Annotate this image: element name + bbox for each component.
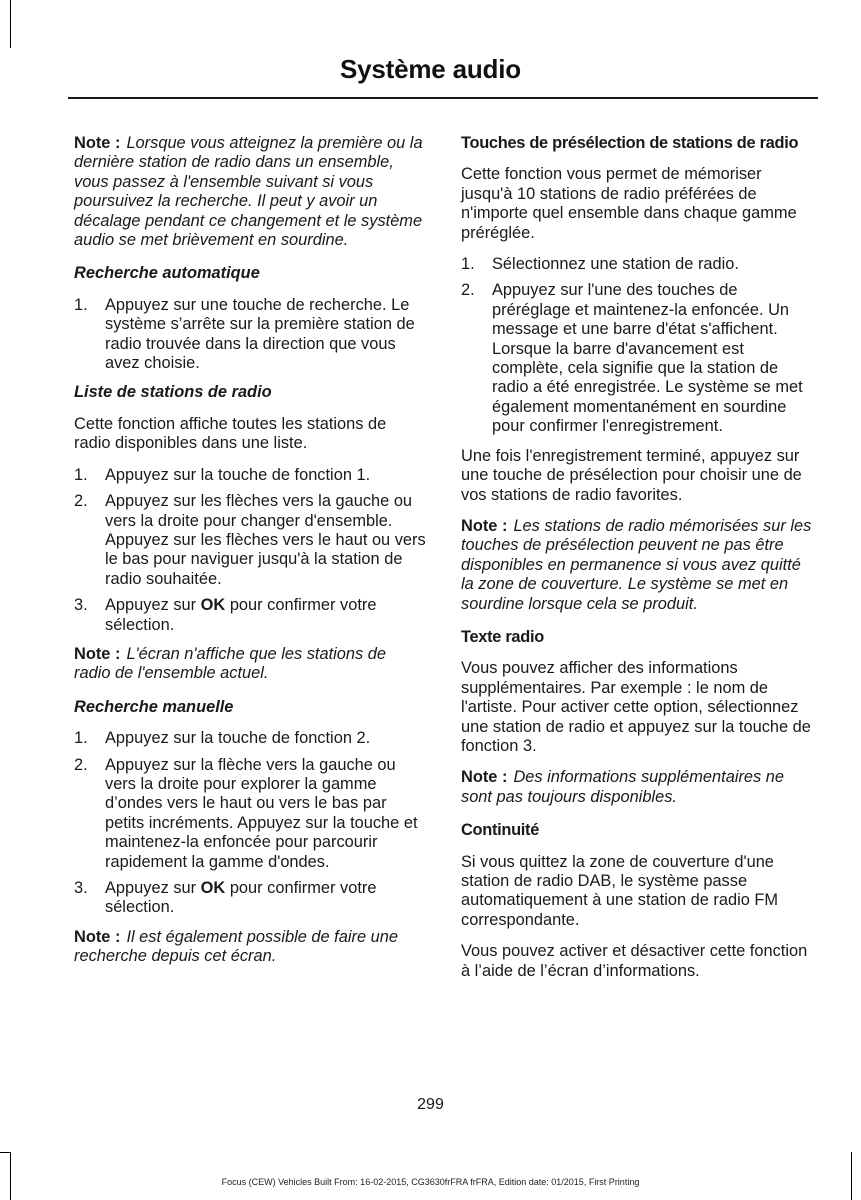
presets-after: Une fois l'enregistrement terminé, appuyez sur une touche de présélection pour choisir une de vos stations de radio favorites. bbox=[461, 446, 802, 504]
step-text: Appuyez sur les flèches vers la gauche ou vers la droite pour changer d'ensemble. Appuyez sur les flèches vers le haut ou vers le bas pour naviguer jusqu'à la station de radio souhaitée. bbox=[105, 492, 426, 588]
step-text: Appuyez sur une touche de recherche. Le système s’arrête sur la première station de radio trouvée dans la direction que vous avez choisie. bbox=[105, 295, 415, 373]
page-title: Système audio bbox=[340, 54, 521, 84]
presets-intro: Cette fonction vous permet de mémoriser jusqu'à 10 stations de radio préférées de n'importe quel ensemble dans chaque gamme préréglée. bbox=[461, 165, 797, 242]
crop-mark-bottom-left-h bbox=[0, 1152, 10, 1153]
step-number: 1. bbox=[74, 465, 88, 484]
list-item bbox=[74, 756, 426, 872]
list-item bbox=[74, 729, 426, 748]
list-steps bbox=[74, 466, 426, 635]
step-text-post: pour confirmer votre sélection. bbox=[105, 879, 377, 917]
page-number: 299 bbox=[417, 1096, 444, 1113]
continuity-p1: Si vous quittez la zone de couverture d'une station de radio DAB, le système passe automatiquement à une station de radio FM correspondante. bbox=[461, 852, 779, 929]
list-item bbox=[74, 492, 426, 589]
auto-search-steps bbox=[74, 296, 426, 374]
note-label: Note : bbox=[74, 644, 121, 663]
note-first-last-station bbox=[74, 134, 426, 250]
left-column bbox=[74, 134, 426, 981]
step-number: 1. bbox=[74, 729, 88, 748]
step-text-pre: Appuyez sur bbox=[105, 879, 201, 897]
step-number: 1. bbox=[461, 255, 475, 274]
note-label: Note : bbox=[461, 516, 508, 535]
footer: Focus (CEW) Vehicles Built From: 16-02-2015, CG3630frFRA frFRA, Edition date: 01/2015, First Printing bbox=[221, 1177, 640, 1187]
note-text: Des informations supplémentaires ne sont pas toujours disponibles. bbox=[461, 768, 785, 806]
heading-texte-radio: Texte radio bbox=[461, 627, 544, 646]
note-text: Il est également possible de faire une recherche depuis cet écran. bbox=[74, 927, 398, 966]
heading-recherche-automatique: Recherche automatique bbox=[74, 264, 260, 283]
crop-mark-bottom-left bbox=[10, 1152, 11, 1200]
ok-key-label: OK bbox=[200, 596, 226, 615]
crop-mark-top-left bbox=[10, 0, 11, 48]
heading-touches-preselection: Touches de présélection de stations de radio bbox=[461, 134, 799, 152]
ok-key-label: OK bbox=[200, 879, 226, 897]
heading-continuite: Continuité bbox=[461, 821, 540, 840]
step-text: Appuyez sur la touche de fonction 1. bbox=[105, 465, 371, 484]
step-number: 3. bbox=[74, 879, 88, 897]
note-text: L'écran n'affiche que les stations de radio de l'ensemble actuel. bbox=[74, 644, 387, 683]
step-text: Appuyez sur la touche de fonction 2. bbox=[105, 729, 371, 748]
note-text: Les stations de radio mémorisées sur les touches de présélection peuvent ne pas être disponibles en permanence si vous avez quitté la zone de couverture. Le système se met en sourdine lorsque cela se produit. bbox=[461, 516, 812, 613]
crop-mark-bottom-right bbox=[851, 1152, 852, 1200]
continuity-p2: Vous pouvez activer et désactiver cette fonction à l’aide de l’écran d’informations. bbox=[461, 942, 808, 980]
step-text: Sélectionnez une station de radio. bbox=[492, 255, 739, 274]
manual-search-steps bbox=[74, 729, 426, 918]
list-item bbox=[74, 879, 426, 918]
step-number: 2. bbox=[461, 281, 475, 300]
note-label: Note : bbox=[74, 134, 121, 152]
step-number: 3. bbox=[74, 596, 88, 615]
note-presets-coverage bbox=[461, 517, 813, 614]
note-extra-info bbox=[461, 768, 813, 807]
step-text: Appuyez sur la flèche vers la gauche ou vers la droite pour explorer la gamme d’ondes vers le haut ou vers le bas par petits incréments. Appuyez sur la touche et maintenez-la enfoncée pour parcourir rapidement la gamme d'ondes. bbox=[105, 755, 418, 871]
step-number: 2. bbox=[74, 492, 88, 511]
step-text: Appuyez sur l'une des touches de préréglage et maintenez-la enfoncée. Un message et une barre d'état s'affichent. Lorsque la barre d'avancement est complète, cela signifie que la station de radio a été enregistrée. Le système se met également momentanément en sourdine pour confirmer l'enregistrement. bbox=[492, 281, 803, 436]
list-item bbox=[74, 296, 426, 374]
list-item bbox=[74, 466, 426, 485]
list-item bbox=[461, 255, 813, 274]
list-item bbox=[74, 596, 426, 635]
list-intro: Cette fonction affiche toutes les stations de radio disponibles dans une liste. bbox=[74, 414, 387, 453]
list-item bbox=[461, 281, 813, 436]
heading-liste-stations: Liste de stations de radio bbox=[74, 383, 272, 402]
right-column bbox=[461, 134, 813, 993]
note-label: Note : bbox=[461, 768, 508, 787]
header-rule bbox=[68, 97, 818, 99]
note-search-from-screen bbox=[74, 928, 426, 967]
step-text-post: pour confirmer votre sélection. bbox=[105, 596, 377, 634]
text-radio-body: Vous pouvez afficher des informations supplémentaires. Par exemple : le nom de l'artiste. Pour activer cette option, sélectionnez une station de radio et appuyez sur la touche de fonction 3. bbox=[461, 659, 811, 755]
presets-steps bbox=[461, 255, 813, 437]
note-label: Note : bbox=[74, 927, 121, 946]
step-number: 1. bbox=[74, 295, 88, 314]
note-text: Lorsque vous atteignez la première ou la dernière station de radio dans un ensemble, vous passez à l'ensemble suivant si vous poursuivez la recherche. Il peut y avoir un décalage pendant ce changement et le système audio se met brièvement en sourdine. bbox=[74, 134, 423, 250]
step-text-pre: Appuyez sur bbox=[105, 596, 201, 615]
heading-recherche-manuelle: Recherche manuelle bbox=[74, 697, 234, 716]
note-current-ensemble bbox=[74, 645, 426, 684]
step-number: 2. bbox=[74, 755, 88, 774]
